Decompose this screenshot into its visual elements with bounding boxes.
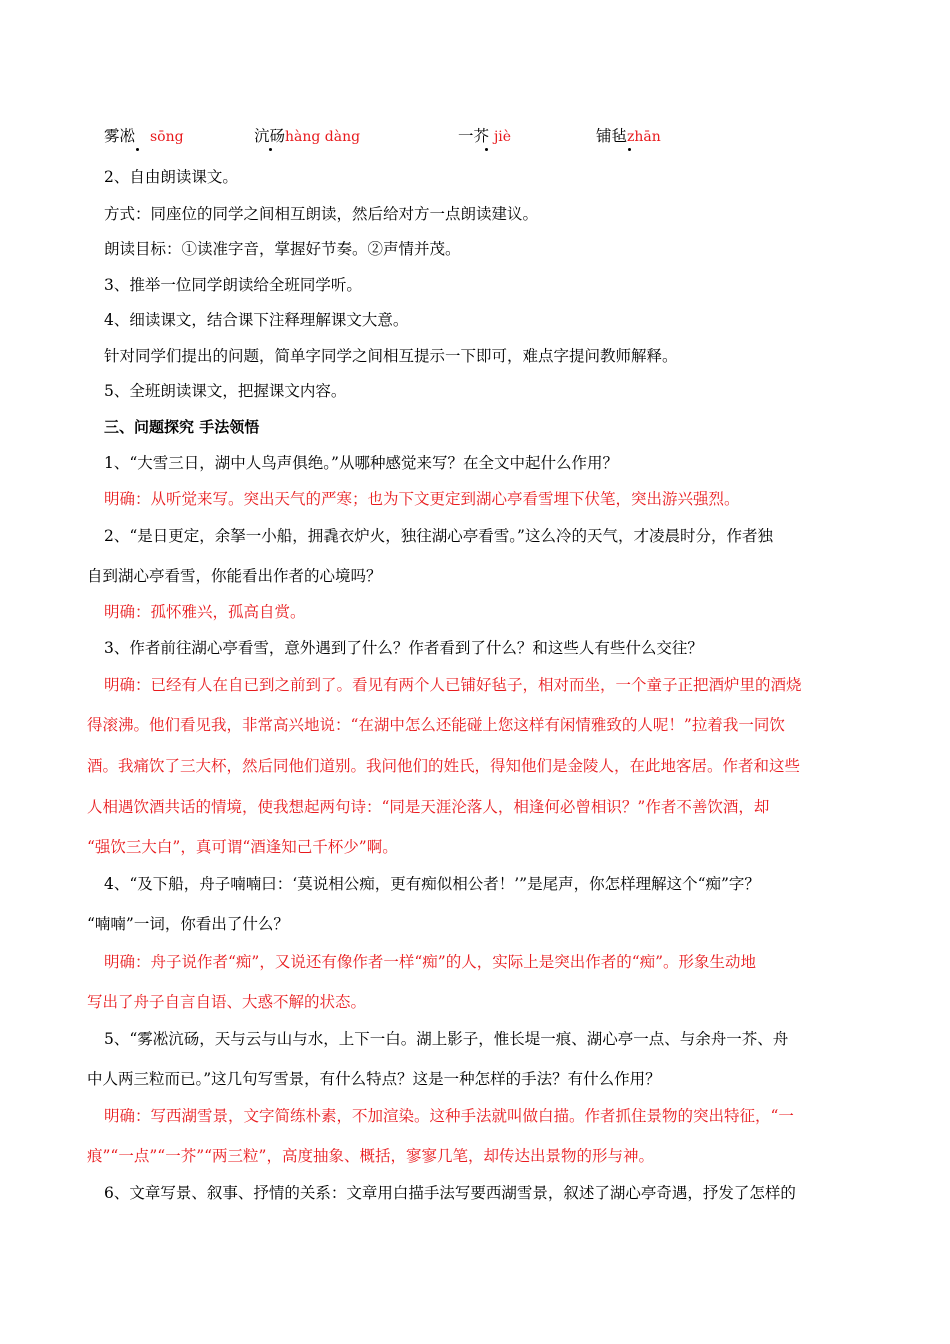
answer-line: 酒。我痛饮了三大杯，然后同他们道别。我问他们的姓氏，得知他们是金陵人，在此地客居。作者和这些 bbox=[87, 757, 801, 775]
pinyin-reading: zhān bbox=[627, 129, 661, 145]
pinyin-item bbox=[104, 126, 184, 147]
answer-line: 明确：舟子说作者“痴”，又说还有像作者一样“痴”的人，实际上是突出作者的“痴”。形象生动地 bbox=[104, 953, 757, 971]
question-line: 4、“及下船，舟子喃喃曰：‘莫说相公痴，更有痴似相公者！’”是尾声，你怎样理解这个“痴”字？ bbox=[104, 875, 760, 893]
emphasis-dot bbox=[628, 148, 631, 151]
pinyin-item bbox=[254, 126, 360, 147]
pinyin-reading: hàng dàng bbox=[285, 129, 361, 145]
section-heading: 三、问题探究 手法领悟 bbox=[104, 418, 260, 436]
pinyin-item bbox=[458, 126, 511, 147]
pinyin-word: 雾凇 bbox=[104, 127, 136, 145]
text-line: 4、细读课文，结合课下注释理解课文大意。 bbox=[104, 311, 409, 329]
pinyin-word: 铺毡 bbox=[596, 127, 628, 145]
answer-line: 明确：从听觉来写。突出天气的严寒；也为下文更定到湖心亭看雪埋下伏笔，突出游兴强烈。 bbox=[104, 490, 740, 508]
question-line: 3、作者前往湖心亭看雪，意外遇到了什么？作者看到了什么？和这些人有些什么交往？ bbox=[104, 639, 703, 657]
pinyin-item bbox=[596, 126, 661, 147]
answer-line: 痕”“一点”“一芥”“两三粒”，高度抽象、概括，寥寥几笔，却传达出景物的形与神。 bbox=[87, 1147, 654, 1165]
text-line: 3、推举一位同学朗读给全班同学听。 bbox=[104, 276, 362, 294]
emphasis-dot bbox=[136, 148, 139, 151]
text-line: 方式：同座位的同学之间相互朗读，然后给对方一点朗读建议。 bbox=[104, 205, 539, 223]
question-line: 中人两三粒而已。”这几句写雪景，有什么特点？这是一种怎样的手法？有什么作用？ bbox=[87, 1070, 661, 1088]
pinyin-reading: jiè bbox=[493, 129, 512, 145]
question-line: 2、“是日更定，余拏一小船，拥毳衣炉火，独往湖心亭看雪。”这么冷的天气，才凌晨时分，作者独 bbox=[104, 527, 773, 545]
emphasis-dot bbox=[485, 148, 488, 151]
answer-line: 得滚沸。他们看见我，非常高兴地说：“在湖中怎么还能碰上您这样有闲情雅致的人呢！”拉着我一同饮 bbox=[87, 716, 785, 734]
text-line: 2、自由朗读课文。 bbox=[104, 168, 238, 186]
question-line: 1、“大雪三日，湖中人鸟声俱绝。”从哪种感觉来写？在全文中起什么作用？ bbox=[104, 454, 618, 472]
pinyin-reading: sōng bbox=[149, 129, 184, 145]
text-line: 5、全班朗读课文，把握课文内容。 bbox=[104, 382, 347, 400]
pinyin-word: 沆砀 bbox=[254, 127, 286, 145]
question-line: 自到湖心亭看雪，你能看出作者的心境吗？ bbox=[87, 567, 382, 585]
answer-line: 明确：孤怀雅兴，孤高自赏。 bbox=[104, 603, 306, 621]
answer-line: 明确：已经有人在自已到之前到了。看见有两个人已铺好毡子，相对而坐，一个童子正把酒炉里的酒烧 bbox=[104, 676, 802, 694]
question-line: “喃喃”一词，你看出了什么？ bbox=[87, 915, 289, 933]
emphasis-dot bbox=[269, 148, 272, 151]
pinyin-word: 一芥 bbox=[458, 127, 490, 145]
answer-line: 人相遇饮酒共话的情境，使我想起两句诗：“同是天涯沦落人，相逢何必曾相识？”作者不善饮酒，却 bbox=[87, 798, 770, 816]
text-line: 朗读目标：①读准字音，掌握好节奏。②声情并茂。 bbox=[104, 240, 461, 258]
answer-line: 明确：写西湖雪景，文字简练朴素，不加渲染。这种手法就叫做白描。作者抓住景物的突出特征，“一 bbox=[104, 1107, 794, 1125]
text-line: 针对同学们提出的问题，简单字同学之间相互提示一下即可，难点字提问教师解释。 bbox=[104, 347, 678, 365]
answer-line: 写出了舟子自言自语、大惑不解的状态。 bbox=[87, 993, 367, 1011]
question-line: 5、“雾凇沆砀，天与云与山与水，上下一白。湖上影子，惟长堤一痕、湖心亭一点、与余舟一芥、舟 bbox=[104, 1030, 789, 1048]
answer-line: “强饮三大白”，真可谓“酒逢知己千杯少”啊。 bbox=[87, 838, 398, 856]
question-line: 6、文章写景、叙事、抒情的关系：文章用白描手法写要西湖雪景，叙述了湖心亭奇遇，抒发了怎样的 bbox=[104, 1184, 796, 1202]
